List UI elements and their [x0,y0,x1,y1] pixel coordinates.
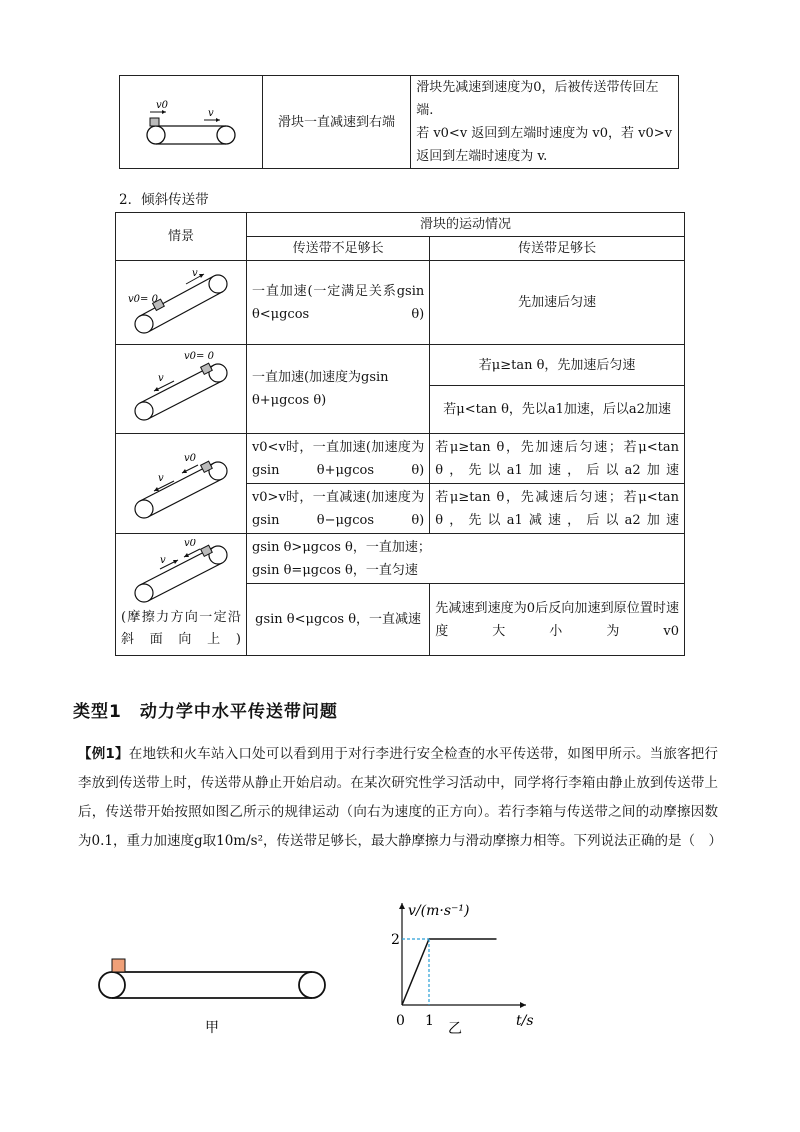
row3-short-a: v0<v时，一直加速(加速度为gsin θ+μgcos θ) [246,434,429,484]
incline-figure-4 [126,539,236,607]
incline-figure-1 [126,266,236,340]
figure-jia-caption: 甲 [205,1020,219,1036]
header-short: 传送带不足够长 [246,237,429,261]
row2-figure-cell [116,345,247,434]
row4-short-c: gsin θ<μgcos θ，一直减速 [246,584,429,656]
example-tag: 【例1】 [78,746,129,762]
top-right-line1: 滑块先减速到速度为0，后被传送带传回左端. [416,80,659,118]
y-axis-arrow [399,903,405,909]
row3-figure-cell [116,434,247,534]
header-scene: 情景 [116,213,247,261]
example-text: 在地铁和火车站入口处可以看到用于对行李进行安全检查的水平传送带，如图甲所示。当旅客把行李放到传送带上时，传送带从静止开始启动。在某次研究性学习活动中，同学将行李箱由静止放到传送带上后，传送带开始按照如图乙所示的规律运动（向右为速度的正方向）。若行李箱与传送带之间的动摩擦因数为0.1，重力加速度g取10m/s²，传送带足够长，最大静摩擦力与滑动摩擦力相等。下列说法正确的是（ ） [78,746,722,849]
fig-v0-label: v0 [155,100,168,111]
y-tick-label: 2 [391,932,400,948]
row1-fig-v0: v0= 0 [127,293,158,305]
row4-fig-v: v [159,554,166,566]
row4-line-a: gsin θ>μgcos θ，一直加速； [251,539,431,555]
top-table [119,75,679,169]
type-heading: 类型1 动力学中水平传送带问题 [73,702,338,722]
top-figure-cell [120,76,263,169]
row4-lines-ab [246,534,684,584]
figure-yi-caption: 乙 [448,1021,462,1037]
row1-long: 先加速后匀速 [430,261,685,345]
row4-fig-caption: (摩擦力方向一定沿斜面向上) [121,609,241,647]
row3-long-b: 若μ≥tan θ，先减速后匀速；若μ<tan θ，先以a1减速，后以a2加速 [430,484,685,534]
row3-fig-v: v [157,472,164,484]
row2-fig-v: v [157,373,164,384]
top-right-line2: 若 v0<v 返回到左端时速度为 v0，若 v0>v 返回到左端时速度为 v. [416,126,673,164]
row1-short: 一直加速(一定满足关系gsin θ<μgcos θ) [246,261,429,345]
row4-line-b: gsin θ=μgcos θ，一直匀速 [251,562,418,578]
row3-short-b: v0>v时，一直减速(加速度为gsin θ−μgcos θ) [246,484,429,534]
example-paragraph [78,740,722,856]
header-motion: 滑块的运动情况 [246,213,684,237]
y-axis-label: v/(m·s⁻¹) [408,903,470,919]
figure-jia [90,950,340,1045]
top-middle-cell: 滑块一直减速到右端 [262,76,410,169]
x-axis-arrow [520,1002,526,1008]
row4-fig-v0: v0 [183,538,196,549]
row2-long-b: 若μ<tan θ，先以a1加速，后以a2加速 [430,386,685,434]
top-right-cell [411,76,679,169]
origin-label: 0 [396,1013,405,1029]
incline-figure-3 [126,443,236,525]
luggage-box [112,959,125,972]
row2-fig-v0: v0= 0 [183,351,214,362]
row3-fig-v0: v0 [183,452,196,464]
figure-yi-vt-chart [388,893,538,1043]
row2-short: 一直加速(加速度为gsin θ+μgcos θ) [246,345,429,434]
incline-table [115,212,685,656]
fig-v-label: v [207,108,214,119]
row2-long-a: 若μ≥tan θ，先加速后匀速 [430,345,685,386]
x-tick-label: 1 [425,1013,434,1029]
row3-long-a: 若μ≥tan θ，先加速后匀速；若μ<tan θ，先以a1加速，后以a2加速 [430,434,685,484]
incline-figure-2 [126,351,236,427]
horizontal-belt-figure [136,87,246,157]
row1-figure-cell [116,261,247,345]
series-line [402,939,497,1005]
row4-long-c: 先减速到速度为0后反向加速到原位置时速度大小为v0 [430,584,685,656]
row4-figure-cell [116,534,247,656]
row1-fig-v: v [191,267,198,279]
section-title: 2．倾斜传送带 [119,192,209,208]
header-long: 传送带足够长 [430,237,685,261]
x-axis-label: t/s [516,1013,534,1029]
